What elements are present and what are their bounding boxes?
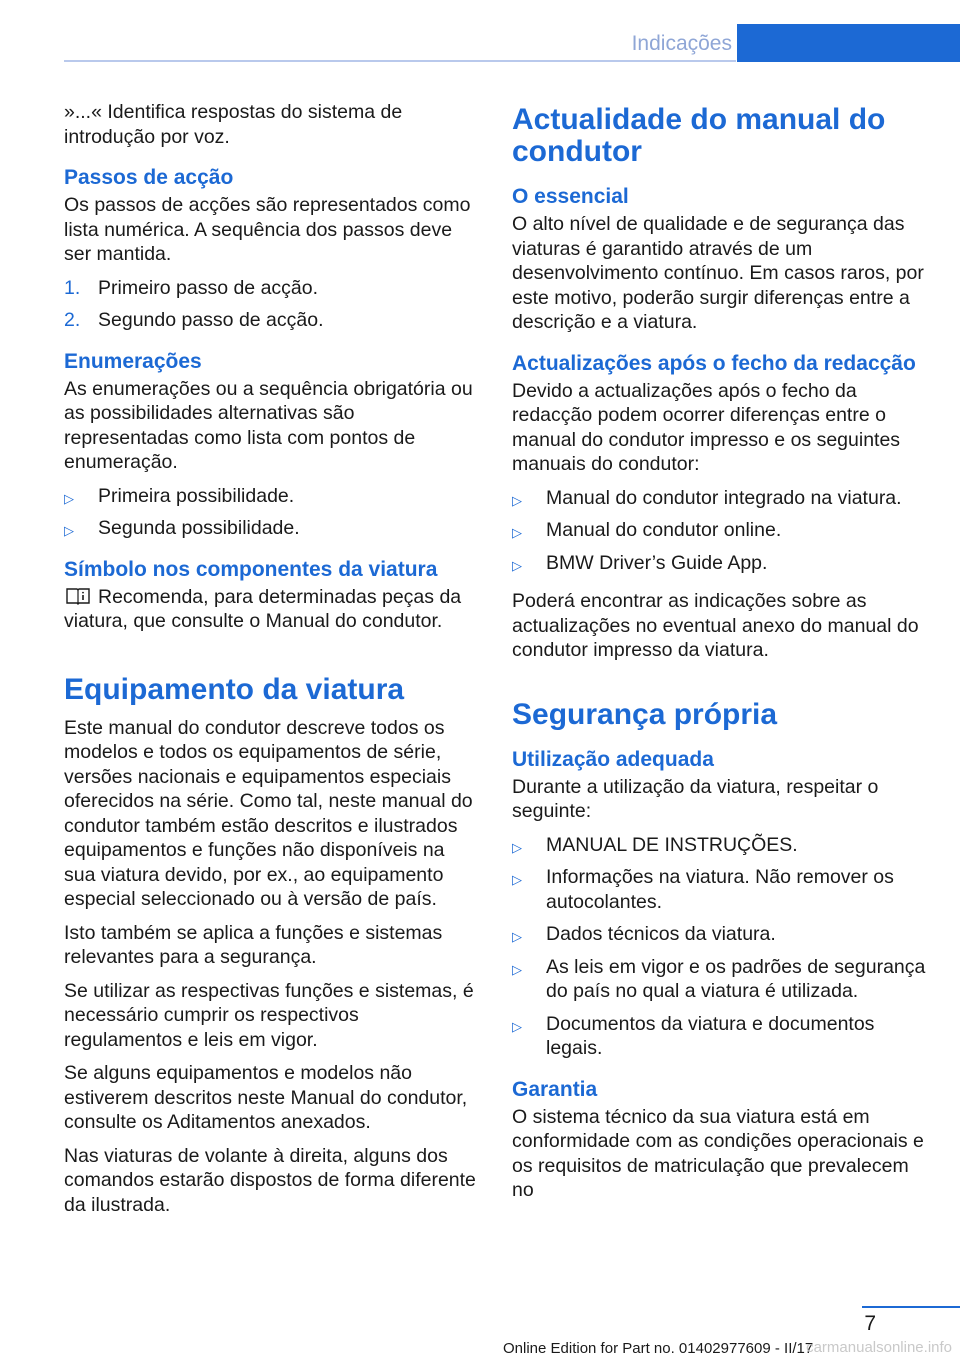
heading-warranty: Garantia: [512, 1077, 598, 1101]
header-rule: [64, 60, 736, 62]
list-item-text: Manual do condutor online.: [546, 519, 782, 541]
list-item: [512, 486, 930, 511]
watermark: carmanualsonline.info: [806, 1339, 952, 1356]
paragraph-equipment-5: Nas viaturas de volante à direita, alguns dos comandos estarão dispostos de forma diferente da ilustrada.: [64, 1144, 476, 1216]
list-item-text: Dados técnicos da viatura.: [546, 923, 776, 945]
paragraph-equipment-3: Se utilizar as respectivas funções e sistemas, é necessário cumprir os respectivos regulamentos e leis em vigor.: [64, 979, 474, 1051]
heading-enumerations: Enumerações: [64, 349, 202, 373]
edition-line: Online Edition for Part no. 01402977609 - II/17: [503, 1340, 814, 1357]
list-item: [64, 484, 480, 509]
heading-updates-after-editorial: Actualizações após o fecho da redacção: [512, 351, 916, 375]
paragraph-equipment-1: Este manual do condutor descreve todos os modelos e todos os equipamentos de série, versões nacionais e equipamentos especiais oferecidos na série. Como tal, neste manual do condutor também estão descritos e ilustrados equipamentos e funções não disponíveis na sua viatura devido, por ex., ao equipamento especial seleccionado ou à versão de país.: [64, 716, 473, 910]
heading-vehicle-equipment: Equipamento da viatura: [64, 672, 405, 706]
list-item: [512, 865, 930, 914]
triangle-bullet-icon: ▷: [512, 525, 522, 540]
list-item-text: Segundo passo de acção.: [98, 309, 324, 331]
triangle-bullet-icon: ▷: [512, 1018, 522, 1034]
bullet-list: [512, 486, 930, 576]
owners-manual-book-icon: [64, 587, 92, 605]
page-number: 7: [864, 1312, 876, 1335]
triangle-bullet-icon: ▷: [512, 961, 522, 977]
paragraph-essential: O alto nível de qualidade e de segurança das viaturas é garantido através de um desenvolvimento contínuo. Em casos raros, por este motivo, poderão surgir diferenças entre a descrição e a viatura.: [512, 213, 924, 333]
bullet-list: [64, 484, 480, 541]
heading-action-steps: Passos de acção: [64, 166, 234, 189]
list-item: [512, 551, 930, 576]
heading-essential: O essencial: [512, 185, 629, 208]
triangle-bullet-icon: ▷: [512, 839, 522, 855]
list-item-text: Manual do condutor integrado na viatura.: [546, 486, 902, 509]
list-item: [512, 518, 930, 543]
numbered-list: [64, 276, 480, 333]
triangle-bullet-icon: ▷: [64, 490, 74, 506]
list-item-text: Primeiro passo de acção.: [98, 276, 319, 299]
running-header: Indicações: [631, 32, 732, 55]
triangle-bullet-icon: ▷: [64, 523, 74, 538]
header-accent-block: [737, 24, 960, 62]
list-item-text: As leis em vigor e os padrões de segurança do país no qual a viatura é utilizada.: [546, 955, 926, 1002]
bullet-list: [512, 833, 930, 1061]
vehicle-symbol-text: Recomenda, para determinadas peças da viatura, que consulte o Manual do condutor.: [64, 585, 462, 632]
list-number: 1.: [64, 276, 81, 299]
list-item-text: BMW Driver’s Guide App.: [546, 551, 768, 574]
paragraph-action-steps: Os passos de acções são representados como lista numérica. A sequência dos passos deve ser mantida.: [64, 194, 471, 265]
heading-personal-safety: Segurança própria: [512, 697, 778, 731]
list-item: [512, 833, 930, 858]
list-item: [512, 955, 930, 1004]
paragraph-equipment-4: Se alguns equipamentos e modelos não estiverem descritos neste Manual do condutor, consulte os Aditamentos anexados.: [64, 1062, 468, 1133]
paragraph-warranty: O sistema técnico da sua viatura está em conformidade com as condições operacionais e os requisitos de matriculação que prevalecem no: [512, 1105, 924, 1201]
footer-rule: [862, 1306, 960, 1308]
intro-paragraph: »...« Identifica respostas do sistema de introdução por voz.: [64, 101, 403, 148]
list-item: [64, 516, 480, 541]
triangle-bullet-icon: ▷: [512, 929, 522, 944]
right-column: [512, 100, 930, 1212]
paragraph-vehicle-symbol: [64, 585, 480, 634]
list-number: 2.: [64, 309, 81, 331]
paragraph-updates-after-editorial: Devido a actualizações após o fecho da redacção podem ocorrer diferenças entre o manual do condutor impresso e os seguintes manuais do condutor:: [512, 379, 901, 475]
paragraph-equipment-2: Isto também se aplica a funções e sistemas relevantes para a segurança.: [64, 921, 443, 968]
list-item: [64, 308, 480, 333]
list-item-text: MANUAL DE INSTRUÇÕES.: [546, 833, 798, 856]
triangle-bullet-icon: ▷: [512, 557, 522, 573]
paragraph-proper-use: Durante a utilização da viatura, respeitar o seguinte:: [512, 775, 879, 822]
list-item-text: Informações na viatura. Não remover os autocolantes.: [546, 866, 894, 913]
heading-vehicle-symbol: Símbolo nos componentes da viatura: [64, 557, 438, 581]
paragraph-updates-note: Poderá encontrar as indicações sobre as actualizações no eventual anexo do manual do condutor impresso da viatura.: [512, 590, 919, 661]
paragraph-enumerations: As enumerações ou a sequência obrigatória ou as possibilidades alternativas são representadas como lista com pontos de enumeração.: [64, 377, 473, 473]
list-item: [64, 276, 480, 301]
list-item-text: Documentos da viatura e documentos legais.: [546, 1012, 875, 1059]
left-column: [64, 100, 480, 1226]
list-item-text: Primeira possibilidade.: [98, 484, 295, 507]
list-item: [512, 1012, 930, 1061]
list-item-text: Segunda possibilidade.: [98, 517, 300, 539]
heading-proper-use: Utilização adequada: [512, 747, 714, 771]
triangle-bullet-icon: ▷: [512, 492, 522, 508]
list-item: [512, 922, 930, 947]
triangle-bullet-icon: ▷: [512, 872, 522, 887]
heading-manual-currency: Actualidade do manual do condutor: [512, 103, 886, 168]
